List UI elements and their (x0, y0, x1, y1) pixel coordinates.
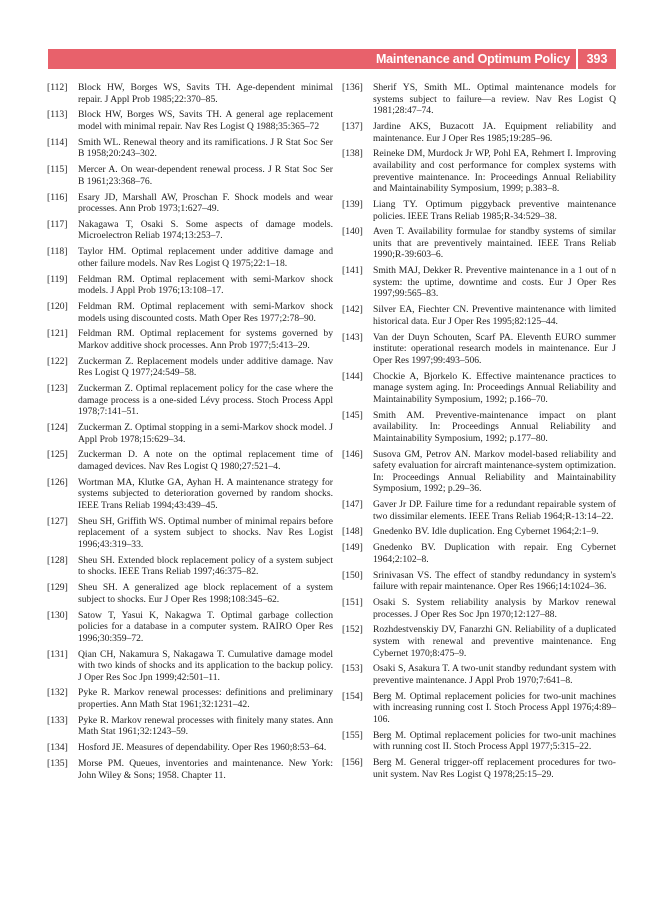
reference-number: [132] (47, 687, 68, 699)
reference-number: [143] (342, 331, 363, 343)
reference-item (342, 542, 616, 565)
reference-item (342, 148, 616, 194)
reference-item (47, 742, 333, 754)
reference-number: [142] (342, 304, 363, 316)
reference-text: Osaki S, Asakura T. A two-unit standby redundant system with preventive maintenance. J Appl Prob 1970;7:641–8. (373, 663, 616, 686)
reference-item (342, 265, 616, 300)
reference-text: Srinivasan VS. The effect of standby redundancy in system's failure with repair maintenance. Oper Res 1966;14:1024–36. (373, 569, 616, 593)
reference-text: Jardine AKS, Buzacott JA. Equipment reliability and maintenance. Eur J Oper Res 1985;19:285–96. (373, 120, 616, 144)
reference-item (342, 691, 616, 726)
reference-item (47, 356, 333, 379)
running-header (48, 49, 616, 69)
reference-number: [131] (47, 648, 68, 660)
reference-item (47, 477, 333, 512)
reference-text: Zuckerman Z. Optimal stopping in a semi-Markov shock model. J Appl Prob 1978;15:629–34. (78, 422, 333, 445)
reference-text: Hosford JE. Measures of dependability. Oper Res 1960;8:53–64. (78, 742, 327, 754)
reference-text: Silver EA, Fiechter CN. Preventive maintenance with limited historical data. Eur J Oper Res 1995;82:125–44. (373, 304, 616, 327)
reference-item (47, 301, 333, 324)
reference-number: [137] (342, 120, 363, 132)
reference-number: [127] (47, 515, 68, 527)
reference-number: [121] (47, 328, 68, 340)
reference-item (47, 687, 333, 710)
reference-number: [133] (47, 714, 68, 726)
reference-item (47, 82, 333, 105)
reference-text: Berg M. Optimal replacement policies for two-unit machines with increasing running cost I. Stoch Process Appl 1976;4:89–106. (373, 690, 616, 725)
reference-number: [140] (342, 226, 363, 238)
reference-item (342, 304, 616, 327)
reference-text: Susova GM, Petrov AN. Markov model-based reliability and safety evaluation for aircraft maintenance-system optimization. In: Proceedings Annual Reliability and Maintainability Symposium, 1992; p.29–36. (373, 448, 616, 495)
reference-item (342, 526, 616, 538)
reference-item (47, 555, 333, 578)
reference-text: Qian CH, Nakamura S, Nakagawa T. Cumulative damage model with two kinds of shocks and its application to the backup policy. J Oper Res Soc Jpn 1999;42:501–11. (78, 648, 333, 683)
reference-number: [156] (342, 757, 363, 769)
reference-item (47, 219, 333, 242)
reference-text: Sheu SH. A generalized age block replacement of a system subject to shocks. Eur J Oper Res 1998;108:345–62. (78, 582, 333, 605)
reference-text: Block HW, Borges WS, Savits TH. A general age replacement model with minimal repair. Nav Res Logist Q 1988;35:365–72 (78, 109, 333, 132)
reference-number: [130] (47, 609, 68, 621)
reference-number: [149] (342, 542, 363, 554)
reference-text: Van der Duyn Schouten, Scarf PA. Eleventh EURO summer institute: operational research models in maintenance. Eur J Oper Res 1997;99:493–506. (373, 331, 616, 366)
reference-number: [126] (47, 476, 68, 488)
reference-number: [113] (47, 109, 68, 121)
reference-item (342, 332, 616, 367)
reference-item (342, 226, 616, 261)
reference-text: Feldman RM. Optimal replacement with semi-Markov shock models using discounted costs. Math Oper Res 1977;2:78–90. (78, 301, 333, 324)
reference-text: Esary JD, Marshall AW, Proschan F. Shock models and wear processes. Ann Prob 1973;1:627–49. (78, 191, 333, 215)
reference-text: Berg M. General trigger-off replacement procedures for two-unit system. Nav Res Logist Q 1978;25:15–29. (373, 757, 616, 780)
reference-number: [115] (47, 164, 68, 176)
reference-text: Block HW, Borges WS, Savits TH. Age-dependent minimal repair. J Appl Prob 1985;22:370–85. (78, 82, 333, 105)
reference-number: [125] (47, 449, 68, 461)
reference-number: [135] (47, 758, 68, 769)
reference-number: [141] (342, 265, 363, 277)
reference-text: Sheu SH, Griffith WS. Optimal number of minimal repairs before replacement of a system subject to shocks. Nav Res Logist 1996;43:319–33. (78, 515, 333, 550)
reference-number: [136] (342, 82, 363, 93)
reference-item (342, 730, 616, 753)
reference-number: [147] (342, 499, 363, 511)
reference-item (47, 192, 333, 215)
reference-item (47, 649, 333, 684)
reference-text: Mercer A. On wear-dependent renewal process. J R Stat Soc Ser B 1961;23:368–76. (78, 164, 333, 187)
reference-number: [112] (47, 82, 68, 93)
header-title: Maintenance and Optimum Policy (375, 52, 570, 66)
reference-item (47, 383, 333, 418)
reference-number: [123] (47, 383, 68, 395)
reference-item (342, 663, 616, 686)
reference-number: [139] (342, 198, 363, 210)
reference-number: [116] (47, 191, 68, 203)
reference-number: [148] (342, 526, 363, 538)
reference-text: Smith WL. Renewal theory and its ramifications. J R Stat Soc Ser B 1958;20:243–302. (78, 136, 333, 160)
reference-item (47, 246, 333, 269)
reference-text: Gaver Jr DP. Failure time for a redundant repairable system of two dissimilar elements. IEEE Trans Reliab 1964;R-13:14–22. (373, 499, 616, 522)
reference-item (47, 164, 333, 187)
reference-number: [154] (342, 690, 363, 702)
reference-number: [155] (342, 729, 363, 741)
reference-text: Morse PM. Queues, inventories and maintenance. New York: John Wiley & Sons; 1958. Chapter 11. (78, 758, 333, 781)
reference-text: Feldman RM. Optimal replacement for systems governed by Markov additive shock processes. Ann Prob 1977;5:413–29. (78, 328, 333, 351)
reference-text: Reineke DM, Murdock Jr WP, Pohl EA, Rehmert I. Improving availability and cost performance for complex systems with preventive maintenance. In: Proceedings Annual Reliability and Maintainability Symposium, 1999; p.383–8. (373, 148, 616, 195)
reference-number: [120] (47, 301, 68, 312)
reference-item (47, 516, 333, 551)
reference-item (342, 570, 616, 593)
reference-item (342, 499, 616, 522)
reference-number: [151] (342, 596, 363, 608)
reference-text: Feldman RM. Optimal replacement with semi-Markov shock models. J Appl Prob 1976;13:108–17. (78, 273, 333, 297)
reference-number: [144] (342, 370, 363, 382)
reference-item (47, 274, 333, 297)
reference-item (342, 410, 616, 445)
reference-text: Sheu SH. Extended block replacement policy of a system subject to shocks. IEEE Trans Reliab 1997;46:375–82. (78, 554, 333, 578)
reference-item (47, 715, 333, 738)
reference-item (47, 449, 333, 472)
reference-text: Liang TY. Optimum piggyback preventive maintenance policies. IEEE Trans Reliab 1985;R-34:529–38. (373, 198, 616, 222)
reference-list-right (342, 82, 616, 784)
reference-number: [134] (47, 742, 68, 754)
reference-number: [114] (47, 136, 68, 148)
reference-text: Nakagawa T, Osaki S. Some aspects of damage models. Microelectron Reliab 1974;13:253–7. (78, 218, 333, 242)
reference-text: Pyke R. Markov renewal processes with finitely many states. Ann Math Stat 1961;32:1243–59. (78, 714, 333, 738)
reference-item (342, 624, 616, 659)
reference-text: Rozhdestvenskiy DV, Fanarzhi GN. Reliability of a duplicated system with renewal and preventive maintenance. Eng Cybernet 1970;8:475–9. (373, 624, 616, 659)
reference-text: Pyke R. Markov renewal processes: definitions and preliminary properties. Ann Math Stat 1961;32:1231–42. (78, 687, 333, 711)
reference-text: Aven T. Availability formulae for standby systems of similar units that are preventively maintained. IEEE Trans Reliab 1990;R-39:603–6. (373, 226, 616, 261)
header-divider (576, 49, 578, 69)
reference-text: Zuckerman Z. Replacement models under additive damage. Nav Res Logist Q 1977;24:549–58. (78, 355, 333, 379)
reference-number: [122] (47, 355, 68, 367)
reference-text: Taylor HM. Optimal replacement under additive damage and other failure models. Nav Res Logist Q 1975;22:1–18. (78, 246, 333, 269)
reference-number: [129] (47, 582, 68, 594)
reference-number: [119] (47, 273, 68, 285)
reference-text: Gnedenko BV. Idle duplication. Eng Cybernet 1964;2:1–9. (373, 526, 599, 538)
reference-item (342, 199, 616, 222)
reference-text: Smith MAJ, Dekker R. Preventive maintenance in a 1 out of n system: the uptime, downtime and costs. Eur J Oper Res 1997;99:565–83. (373, 265, 616, 300)
reference-number: [138] (342, 148, 363, 160)
reference-item (342, 121, 616, 144)
reference-text: Smith AM. Preventive-maintenance impact on plant availability. In: Proceedings Annual Reliability and Maintainability Symposium, 1992; p.177–80. (373, 409, 616, 444)
reference-item (47, 328, 333, 351)
reference-number: [128] (47, 554, 68, 566)
reference-item (342, 82, 616, 117)
reference-item (342, 449, 616, 495)
reference-text: Satow T, Yasui K, Nakagwa T. Optimal garbage collection policies for a database in a computer system. RAIRO Oper Res 1996;30:359–72. (78, 609, 333, 644)
reference-text: Zuckerman D. A note on the optimal replacement time of damaged devices. Nav Res Logist Q 1980;27:521–4. (78, 449, 333, 473)
reference-text: Sherif YS, Smith ML. Optimal maintenance models for systems subject to failure—a review. Nav Res Logist Q 1981;28:47–74. (373, 82, 616, 117)
reference-text: Berg M. Optimal replacement policies for two-unit machines with running cost II. Stoch Process Appl 1977;5:315–22. (373, 729, 616, 753)
reference-number: [150] (342, 569, 363, 581)
reference-item (342, 757, 616, 780)
reference-text: Chockie A, Bjorkelo K. Effective maintenance practices to manage system aging. In: Proceedings Annual Reliability and Maintainability Symposium, 1992; p.166–70. (373, 370, 616, 405)
reference-number: [146] (342, 448, 363, 460)
reference-item (47, 582, 333, 605)
reference-text: Gnedenko BV. Duplication with repair. Eng Cybernet 1964;2:102–8. (373, 542, 616, 565)
reference-text: Zuckerman Z. Optimal replacement policy for the case where the damage process is a one-sided Lévy process. Stoch Process Appl 1978;7:141–51. (78, 383, 333, 418)
reference-number: [117] (47, 218, 68, 230)
reference-number: [152] (342, 624, 363, 636)
reference-item (47, 137, 333, 160)
reference-item (47, 422, 333, 445)
page-number: 393 (586, 52, 608, 66)
reference-item (47, 758, 333, 781)
reference-number: [153] (342, 663, 363, 675)
reference-text: Osaki S. System reliability analysis by Markov renewal processes. J Oper Res Soc Jpn 1970;12:127–88. (373, 596, 616, 620)
reference-number: [124] (47, 422, 68, 434)
reference-number: [145] (342, 409, 363, 421)
reference-item (47, 109, 333, 132)
reference-list-left (47, 82, 333, 785)
reference-item (342, 371, 616, 406)
reference-number: [118] (47, 246, 68, 258)
reference-text: Wortman MA, Klutke GA, Ayhan H. A maintenance strategy for systems subjected to deterioration governed by random shocks. IEEE Trans Reliab 1994;43:439–45. (78, 476, 333, 512)
reference-item (47, 610, 333, 645)
reference-item (342, 597, 616, 620)
